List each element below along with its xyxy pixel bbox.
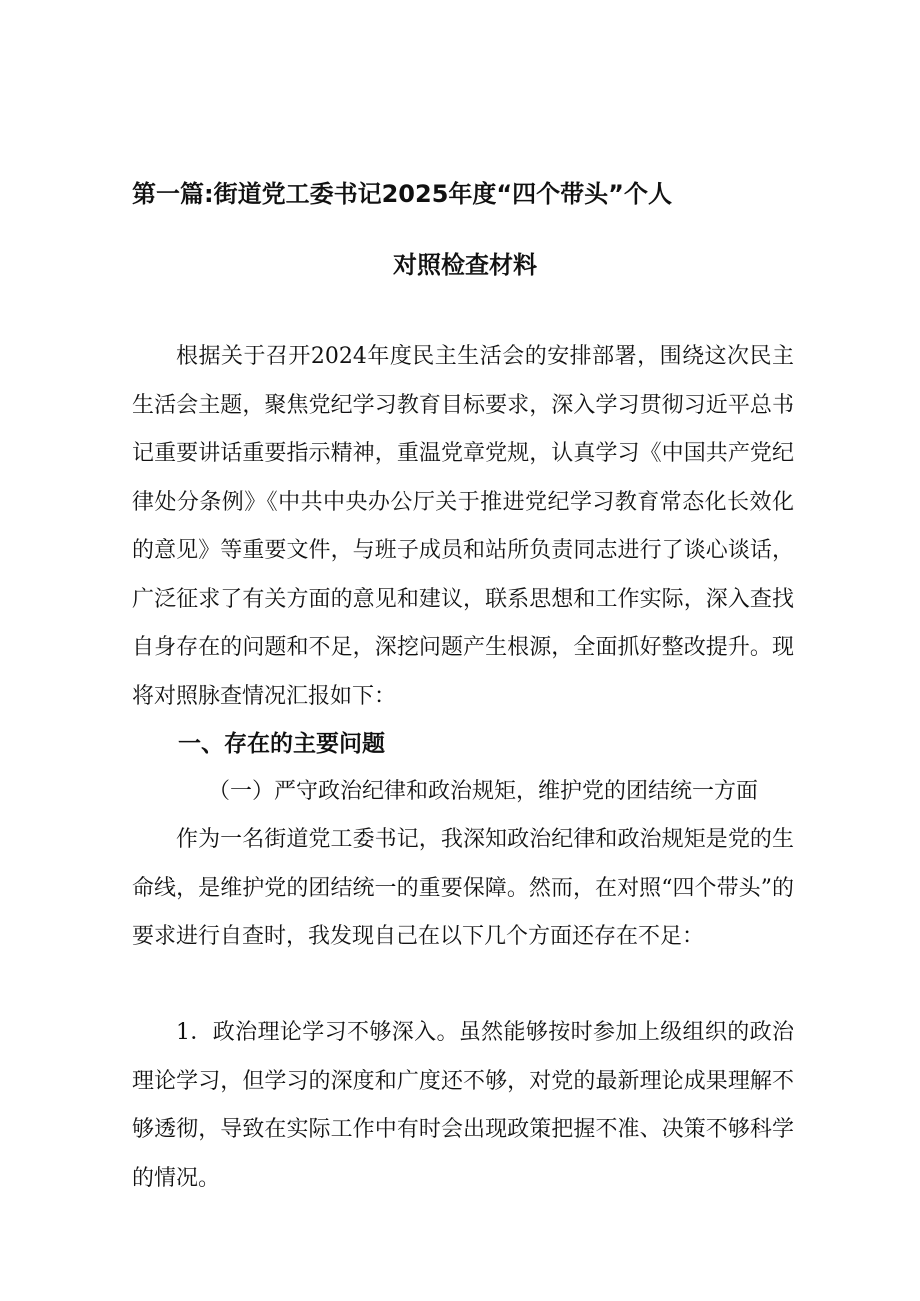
document-title-line-1: 第一篇:街道党工委书记2025年度“四个带头”个人 xyxy=(132,180,672,208)
subsection-heading: （一）严守政治纪律和政治规矩，维护党的团结统一方面 xyxy=(208,779,759,804)
body-paragraph: 作为一名街道党工委书记，我深知政治纪律和政治规矩是党的生命线，是维护党的团结统一的重要保障。然而，在对照“四个带头”的要求进行自查时，我发现自己在以下几个方面还存在不足： xyxy=(132,827,794,949)
numbered-paragraph: 1．政治理论学习不够深入。虽然能够按时参加上级组织的政治理论学习，但学习的深度和广度还不够，对党的最新理论成果理解不够透彻，导致在实际工作中有时会出现政策把握不准、决策不够科学的情况。 xyxy=(132,1020,794,1191)
intro-paragraph: 根据关于召开2024年度民主生活会的安排部署，围绕这次民主生活会主题，聚焦党纪学习教育目标要求，深入学习贯彻习近平总书记重要讲话重要指示精神，重温党章党规，认真学习《中国共产党纪律处分条例》《中共中央办公厅关于推进党纪学习教育常态化长效化的意见》等重要文件，与班子成员和站所负责同志进行了谈心谈话，广泛征求了有关方面的意见和建议，联系思想和工作实际，深入查找自身存在的问题和不足，深挖问题产生根源，全面抓好整改提升。现将对照脉查情况汇报如下： xyxy=(132,344,794,709)
document-title-line-2: 对照检查材料 xyxy=(393,251,537,279)
section-heading: 一、存在的主要问题 xyxy=(178,731,385,757)
